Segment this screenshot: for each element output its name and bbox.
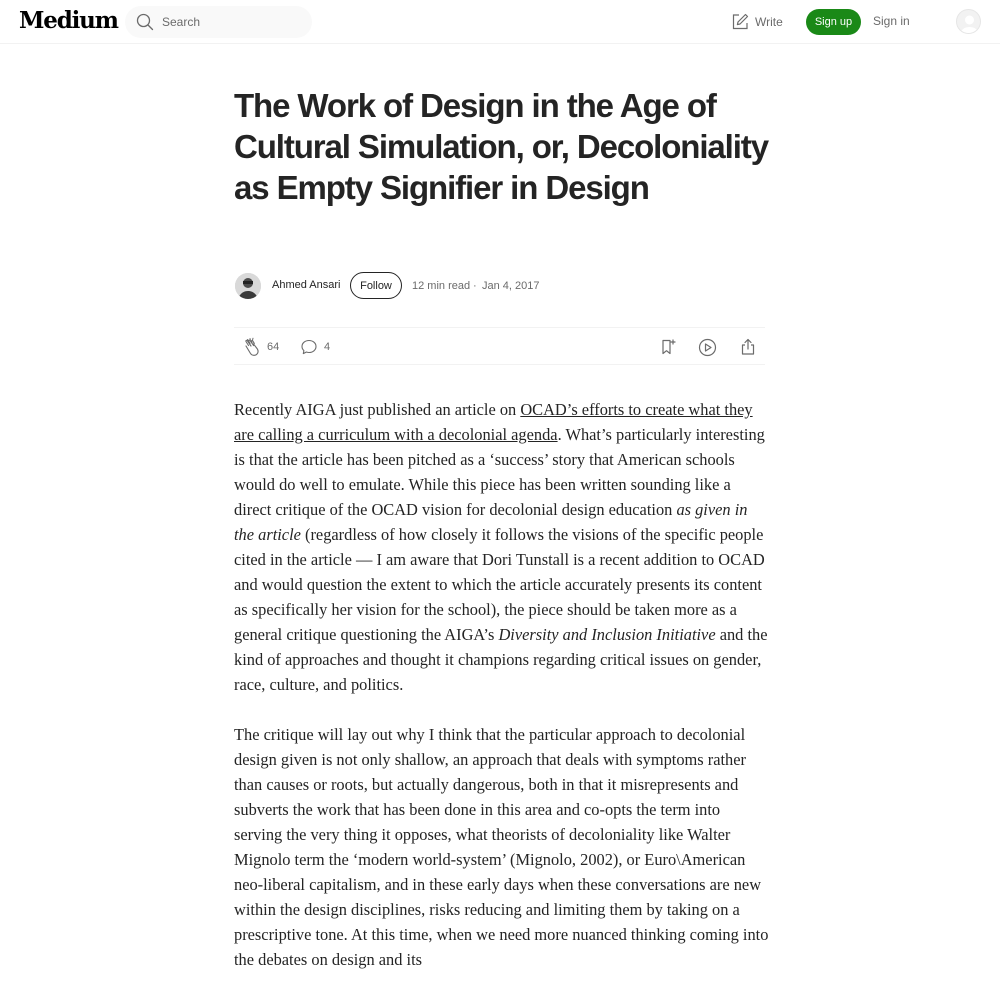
publish-date: Jan 4, 2017 — [482, 280, 540, 292]
follow-button[interactable]: Follow — [350, 272, 402, 299]
byline-separator: · — [473, 280, 477, 292]
article-byline — [234, 272, 764, 300]
response-icon — [300, 338, 318, 356]
listen-icon — [698, 338, 717, 357]
top-navigation-bar — [0, 0, 1000, 44]
paragraph-1: Recently AIGA just published an article on OCAD’s efforts to create what they are calling a curriculum with a decolonial agenda. What’s particularly interesting is that the article has been pitched as a ‘success’ story that American schools would do well to emulate. While this piece has been written sounding like a direct critique of the OCAD vision for decolonial design education as given in the article (regardless of how closely it follows the visions of the specific people cited in the article — I am aware that Dori Tunstall is a recent addition to OCAD and would question the extent to which the article accurately presents its content as specifically her vision for the school), the piece should be taken more as a general critique questioning the AIGA’s Diversity and Inclusion Initiative and the kind of approaches and thought it champions regarding critical issues on gender, race, culture, and politics. — [234, 400, 768, 694]
write-button[interactable] — [731, 12, 783, 32]
author-avatar[interactable] — [235, 273, 261, 299]
response-count: 4 — [324, 341, 331, 353]
responses-button[interactable] — [300, 337, 330, 357]
search-input[interactable] — [162, 6, 302, 38]
write-icon — [731, 13, 749, 31]
user-avatar[interactable] — [956, 9, 981, 34]
listen-button[interactable] — [698, 337, 717, 357]
user-avatar-icon — [957, 10, 981, 34]
author-photo-icon — [235, 273, 261, 299]
medium-logo[interactable]: Medium — [19, 7, 118, 34]
ocad-article-link[interactable]: OCAD’s efforts to create what they are calling a curriculum with a decolonial agenda — [234, 400, 753, 444]
share-button[interactable] — [739, 337, 757, 357]
search-box[interactable] — [125, 6, 312, 38]
author-name[interactable]: Ahmed Ansari — [272, 279, 341, 291]
bookmark-icon — [659, 338, 677, 356]
read-time: 12 min read — [412, 280, 471, 292]
sign-in-link[interactable]: Sign in — [873, 14, 910, 28]
search-icon — [136, 13, 154, 31]
paragraph-2: The critique will lay out why I think that the particular approach to decolonial design given is not only shallow, an approach that deals with symptoms rather than causes or roots, but actually dangerous, both in that it misrepresents and subverts the work that has been done in this area and co-opts the term into serving the very thing it opposes, what theorists of decoloniality like Walter Mignolo term the ‘modern world-system’ (Mignolo, 2002), or Euro\American neo-liberal capitalism, and in these early days when these conversations are new within the design disciplines, risks reducing and limiting them by taking on a prescriptive tone. At this time, when we need more nuanced thinking coming into the debates on design and its — [234, 725, 769, 969]
share-icon — [739, 338, 757, 356]
sign-up-button[interactable]: Sign up — [806, 9, 861, 35]
article-body — [234, 397, 769, 997]
article-action-bar — [234, 327, 765, 365]
article-title: The Work of Design in the Age of Cultural Simulation, or, Decoloniality as Empty Signifier in Design — [234, 87, 768, 206]
bookmark-button[interactable] — [659, 337, 677, 357]
clap-icon — [241, 337, 261, 357]
clap-button[interactable] — [241, 337, 279, 357]
clap-count: 64 — [267, 341, 280, 353]
write-label: Write — [755, 15, 783, 29]
